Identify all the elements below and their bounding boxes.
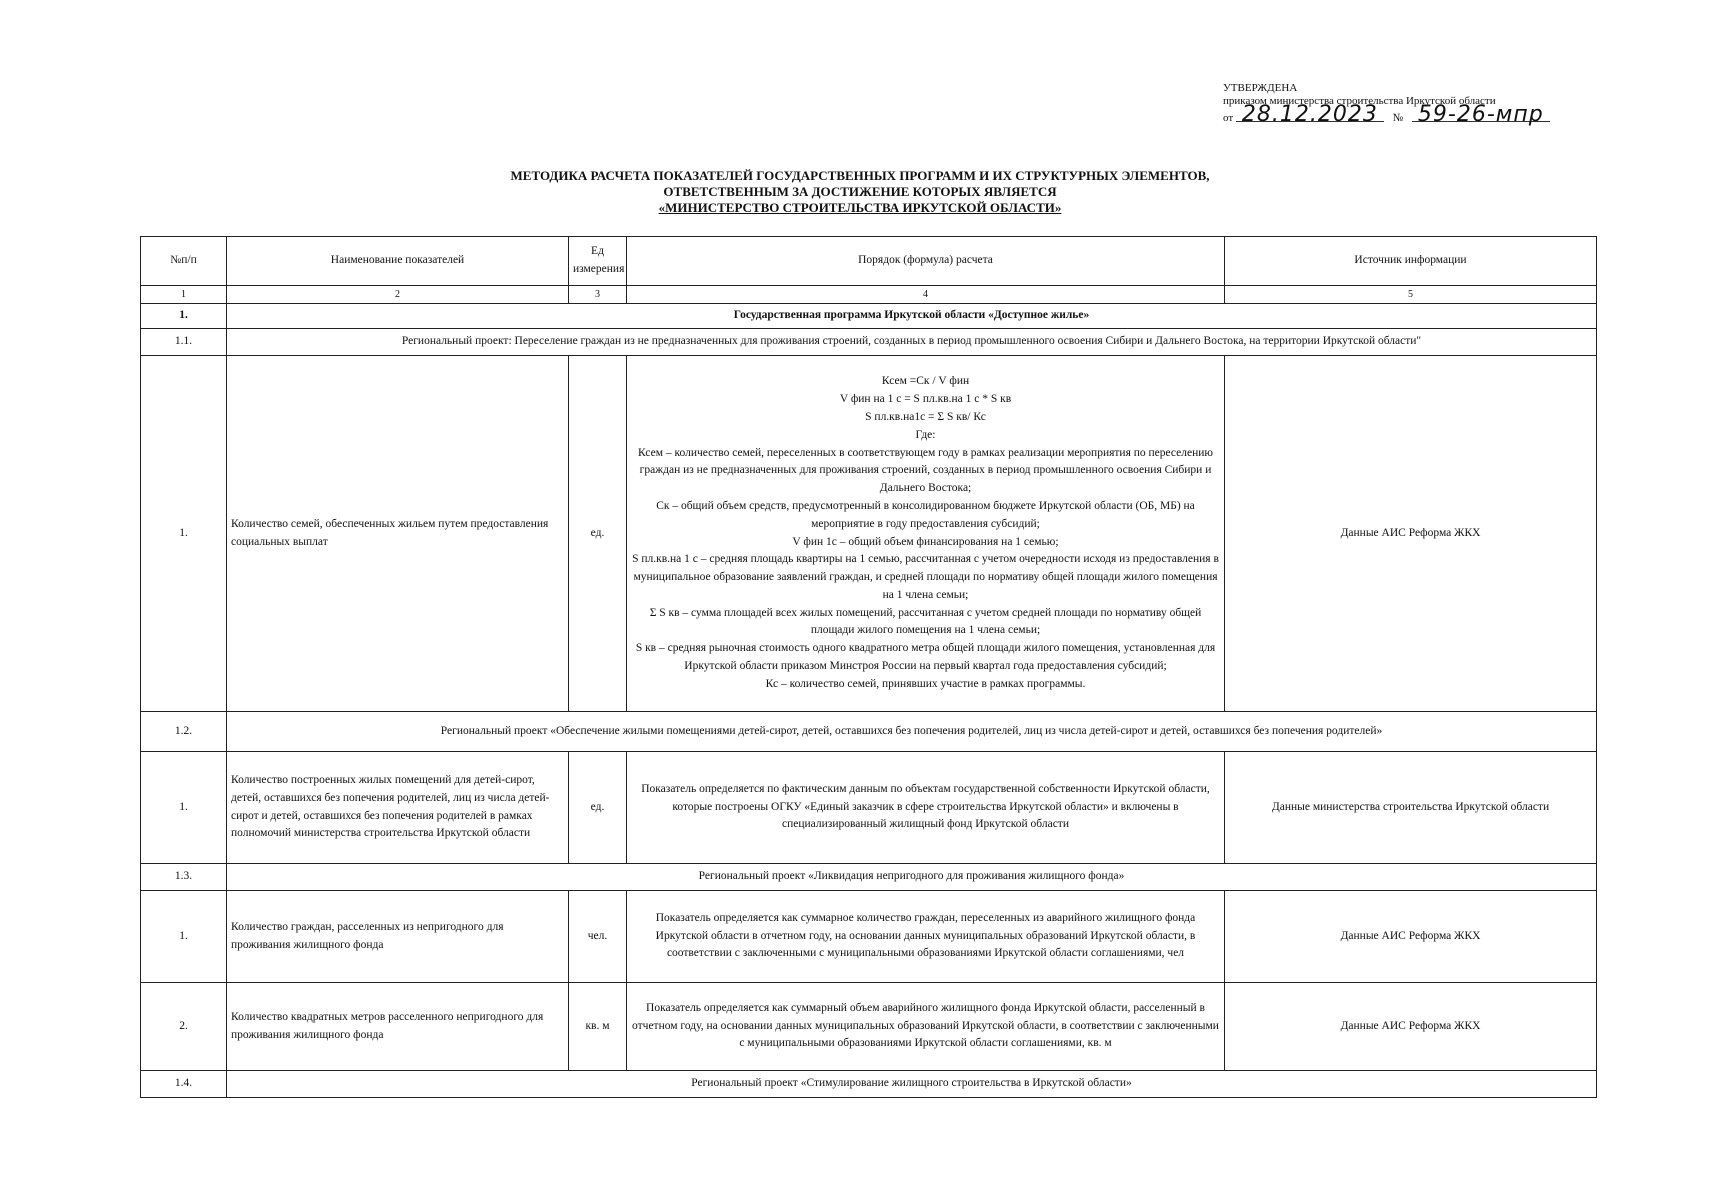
formula-line: Ксем – количество семей, переселенных в соответствующем году в рамках реализации мероприятия по переселению граждан из не предназначенных для проживания строений, созданных в период промышленного освоения Сибири и Дальнего Востока;: [637, 446, 1214, 495]
row-num: 1.: [141, 752, 227, 864]
project-row-1-2: [141, 712, 1597, 752]
program-title: Государственная программа Иркутской области «Доступное жилье»: [227, 304, 1597, 329]
approval-date-line: [1223, 102, 1583, 127]
formula-line: Σ S кв – сумма площадей всех жилых помещений, рассчитанная с учетом средней площади по нормативу общей площади жилого помещения на 1 члена семьи;: [649, 606, 1202, 637]
col-number-4: 4: [627, 286, 1225, 304]
project-num: 1.3.: [141, 864, 227, 891]
row-num: 2.: [141, 983, 227, 1071]
approval-from-label: от: [1223, 112, 1234, 124]
project-title: Региональный проект «Обеспечение жилыми помещениями детей-сирот, детей, оставшихся без попечения родителей, лиц из числа детей-сирот и детей, оставшихся без попечения родителей»: [227, 712, 1597, 752]
header-num: №п/п: [141, 237, 227, 286]
project-row-1-4: [141, 1071, 1597, 1098]
header-source: Источник информации: [1225, 237, 1597, 286]
header-unit: Ед измерения: [569, 237, 627, 286]
col-number-1: 1: [141, 286, 227, 304]
formula-line: S пл.кв.на 1 с – средняя площадь квартиры на 1 семью, рассчитанная с учетом очередности исходя из предоставления в муниципальное образование заявлений граждан, и средней площади по нормативу общей площади жилого помещения на 1 члена семьи;: [632, 553, 1219, 601]
table-row: [141, 891, 1597, 983]
indicator-formula: Показатель определяется как суммарный объем аварийного жилищного фонда Иркутской области, расселенный в отчетном году, на основании данных муниципальных образований Иркутской области, в соответствии с заключенными с муниципальными образованиями Иркутской области соглашениями, кв. м: [627, 983, 1225, 1071]
indicator-unit: ед.: [569, 752, 627, 864]
col-number-2: 2: [227, 286, 569, 304]
project-num: 1.1.: [141, 329, 227, 356]
indicator-source: Данные АИС Реформа ЖКХ: [1225, 356, 1597, 712]
methodology-table: [140, 236, 1597, 1098]
approval-number-label: №: [1392, 112, 1404, 124]
indicator-name: Количество граждан, расселенных из непригодного для проживания жилищного фонда: [227, 891, 569, 983]
title-line2: ОТВЕТСТВЕННЫМ ЗА ДОСТИЖЕНИЕ КОТОРЫХ ЯВЛЯЕТСЯ: [663, 184, 1057, 199]
project-title: Региональный проект «Ликвидация непригодного для проживания жилищного фонда»: [227, 864, 1597, 891]
table-row: [141, 752, 1597, 864]
formula-line: S кв – средняя рыночная стоимость одного квадратного метра общей площади жилого помещения, установленная для Иркутской области приказом Минстроя России на первый квартал года предоставления субсидий;: [635, 642, 1216, 673]
project-num: 1.4.: [141, 1071, 227, 1098]
project-title: Региональный проект: Переселение граждан из не предназначенных для проживания строений, созданных в период промышленного освоения Сибири и Дальнего Востока, на территории Иркутской области": [227, 329, 1597, 356]
program-num: 1.: [141, 304, 227, 329]
title-line1: МЕТОДИКА РАСЧЕТА ПОКАЗАТЕЛЕЙ ГОСУДАРСТВЕННЫХ ПРОГРАММ И ИХ СТРУКТУРНЫХ ЭЛЕМЕНТОВ,: [510, 168, 1210, 183]
approval-stamp: [1223, 82, 1583, 125]
row-num: 1.: [141, 356, 227, 712]
indicator-formula: Показатель определяется как суммарное количество граждан, переселенных из аварийного жилищного фонда Иркутской области в отчетном году, на основании данных муниципальных образований Иркутской области, в соответствии с заключенными с муниципальными образованиями Иркутской области соглашениями, чел: [627, 891, 1225, 983]
table-row: [141, 356, 1597, 712]
formula-line: V фин 1с – общий объем финансирования на 1 семью;: [792, 535, 1059, 548]
formula-line: Ск – общий объем средств, предусмотренный в консолидированном бюджете Иркутской области (ОБ, МБ) на мероприятие в году предоставления субсидий;: [656, 499, 1195, 530]
program-row: [141, 304, 1597, 329]
indicator-formula: Показатель определяется по фактическим данным по объектам государственной собственности Иркутской области, которые построены ОГКУ «Единый заказчик в сфере строительства Иркутской области» и включены в специализированный жилищный фонд Иркутской области: [627, 752, 1225, 864]
approval-line1: УТВЕРЖДЕНА: [1223, 82, 1298, 94]
project-title: Региональный проект «Стимулирование жилищного строительства в Иркутской области»: [227, 1071, 1597, 1098]
project-num: 1.2.: [141, 712, 227, 752]
indicator-formula: [627, 356, 1225, 712]
approval-number: 59-26-мпр: [1412, 108, 1550, 122]
indicator-unit: кв. м: [569, 983, 627, 1071]
formula-line: Кс – количество семей, принявших участие в рамках программы.: [765, 677, 1086, 690]
project-row-1-1: [141, 329, 1597, 356]
indicator-unit: ед.: [569, 356, 627, 712]
col-number-5: 5: [1225, 286, 1597, 304]
approval-line2: приказом министерства строительства Иркутской области: [1223, 95, 1496, 107]
indicator-source: Данные министерства строительства Иркутской области: [1225, 752, 1597, 864]
formula-line: S пл.кв.на1с = Σ S кв/ Кс: [865, 410, 986, 423]
header-formula: Порядок (формула) расчета: [627, 237, 1225, 286]
column-number-row: [141, 286, 1597, 304]
formula-line: V фин на 1 с = S пл.кв.на 1 с * S кв: [839, 393, 1012, 406]
table-header-row: [141, 237, 1597, 286]
formula-line: Где:: [915, 428, 936, 441]
document-title: [350, 168, 1370, 216]
col-number-3: 3: [569, 286, 627, 304]
indicator-name: Количество построенных жилых помещений для детей-сирот, детей, оставшихся без попечения родителей, лиц из числа детей-сирот и детей, оставшихся без попечения родителей в рамках полномочий министерства строительства Иркутской области: [227, 752, 569, 864]
table-row: [141, 983, 1597, 1071]
indicator-name: Количество семей, обеспеченных жильем путем предоставления социальных выплат: [227, 356, 569, 712]
project-row-1-3: [141, 864, 1597, 891]
indicator-unit: чел.: [569, 891, 627, 983]
approval-date: 28.12.2023: [1236, 108, 1384, 122]
row-num: 1.: [141, 891, 227, 983]
title-line3: «МИНИСТЕРСТВО СТРОИТЕЛЬСТВА ИРКУТСКОЙ ОБЛАСТИ»: [658, 200, 1062, 215]
indicator-name: Количество квадратных метров расселенного непригодного для проживания жилищного фонда: [227, 983, 569, 1071]
header-name: Наименование показателей: [227, 237, 569, 286]
formula-line: Ксем =Ск / V фин: [881, 375, 970, 388]
indicator-source: Данные АИС Реформа ЖКХ: [1225, 891, 1597, 983]
indicator-source: Данные АИС Реформа ЖКХ: [1225, 983, 1597, 1071]
